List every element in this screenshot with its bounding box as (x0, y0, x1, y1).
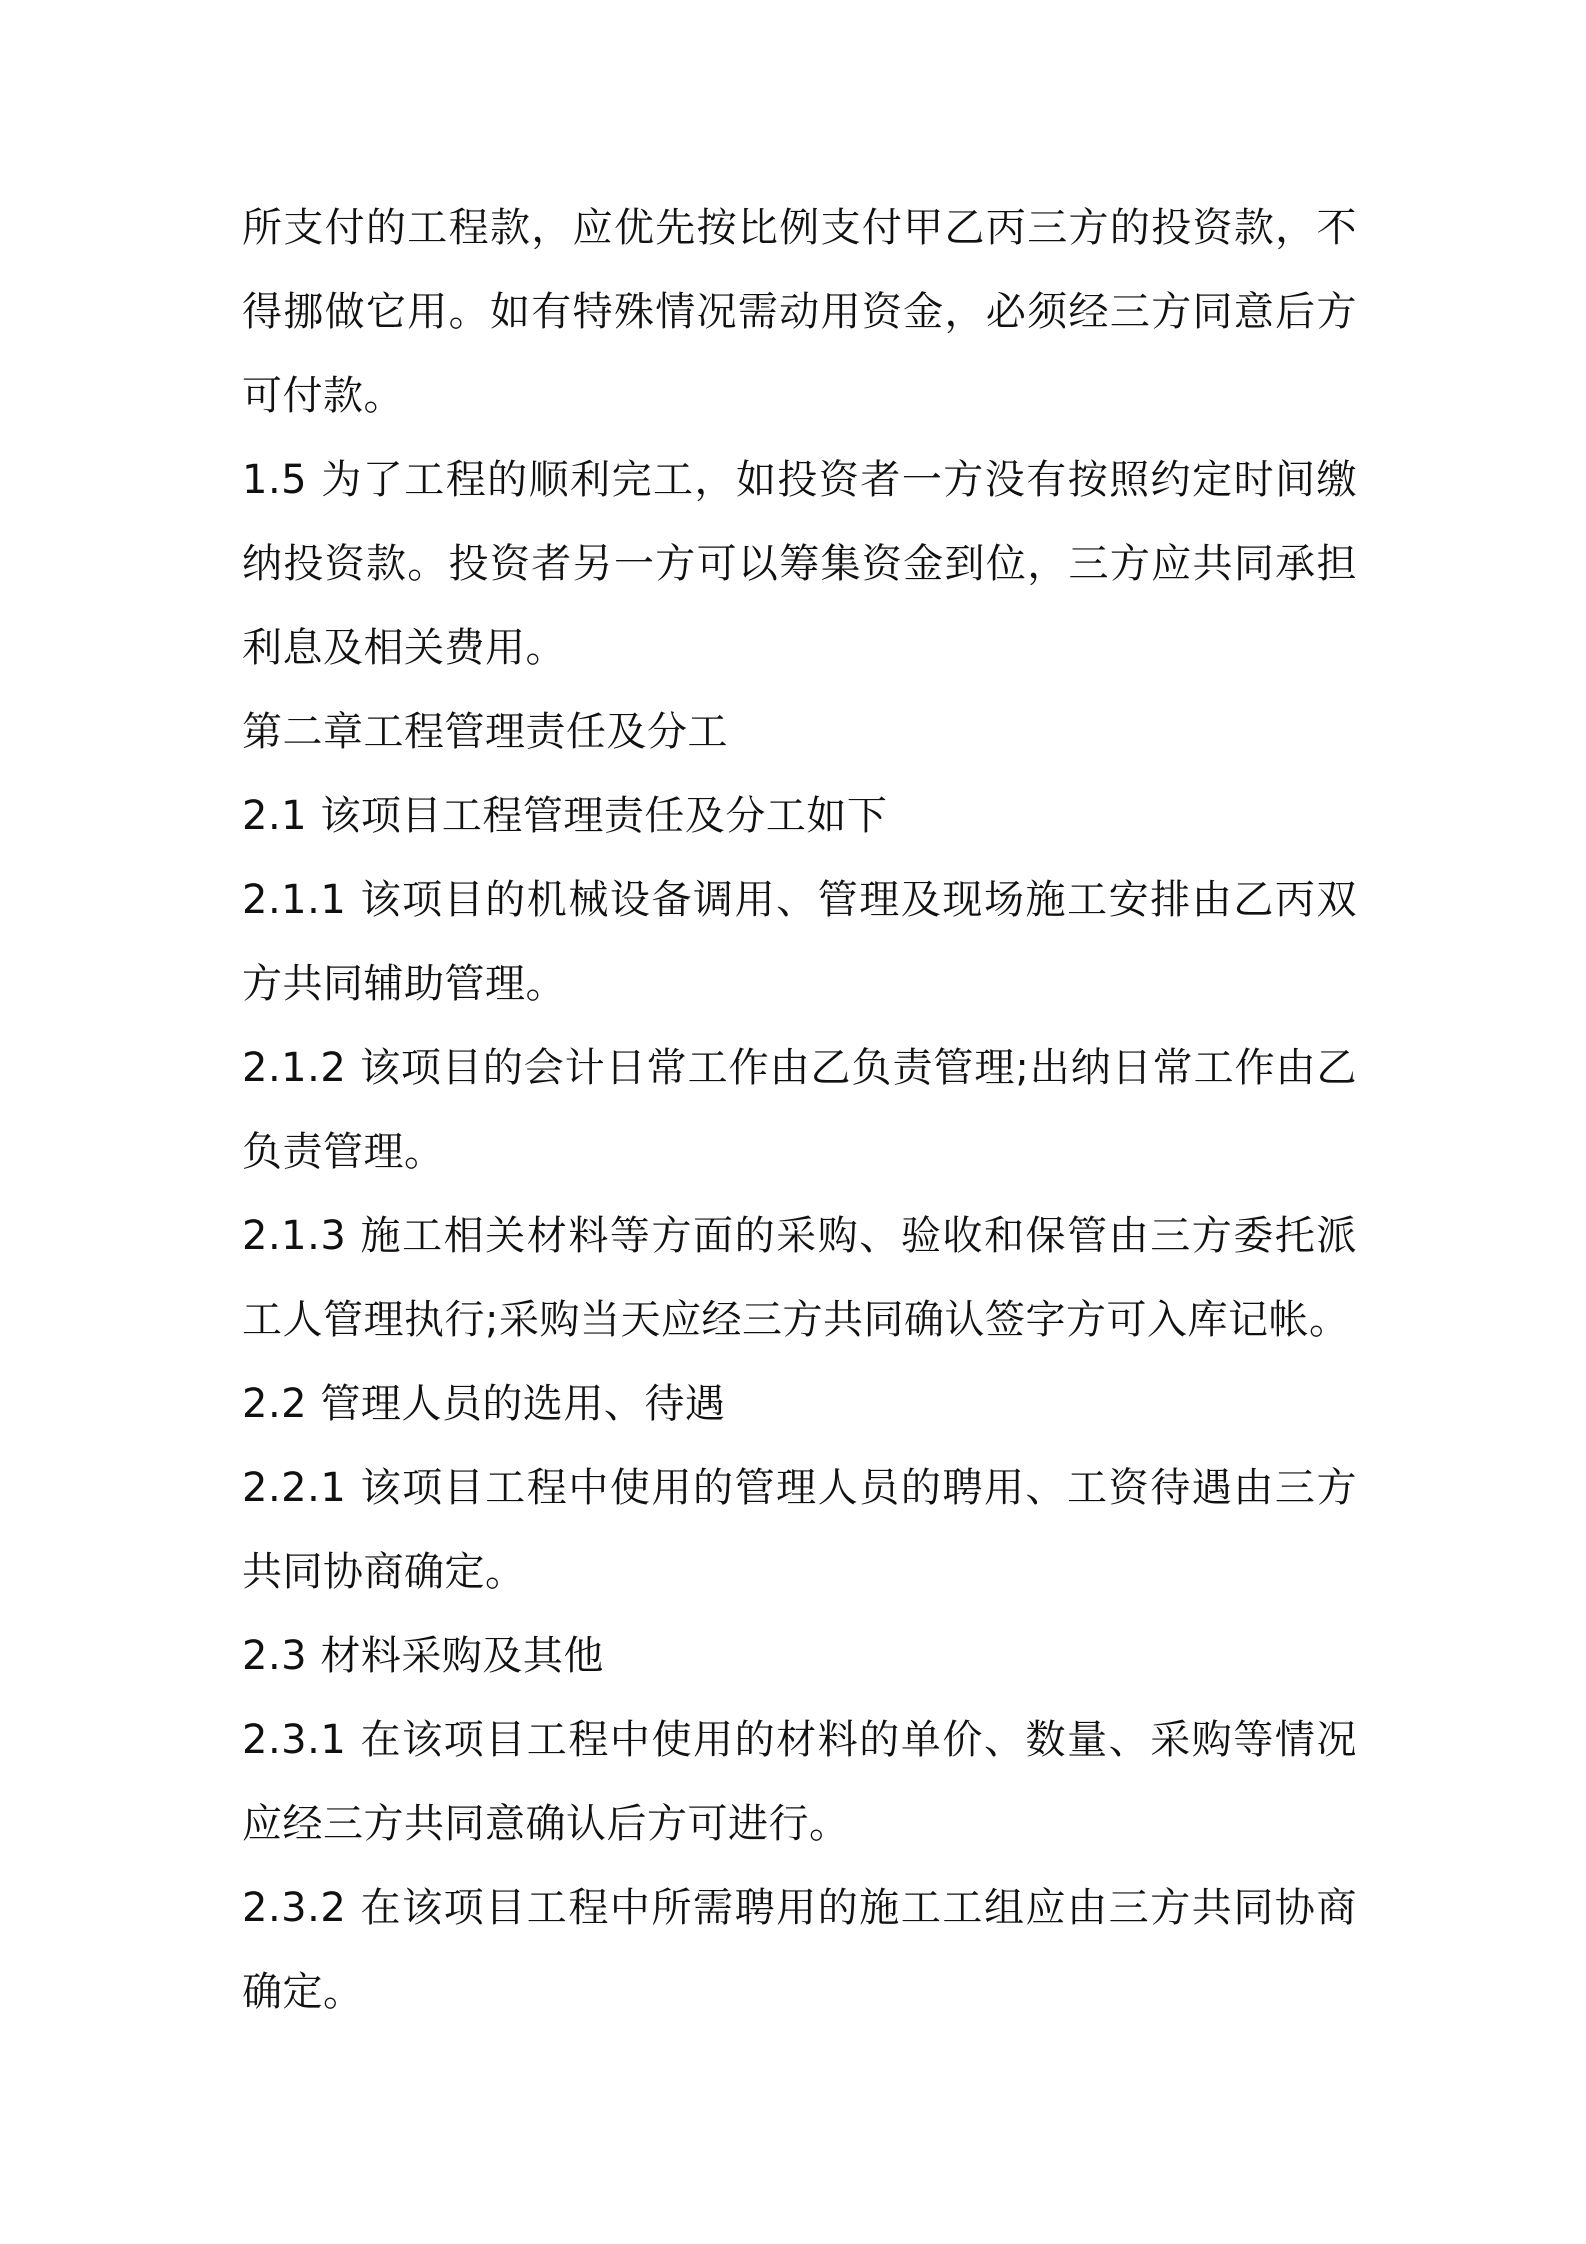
section-2-2-heading: 2.2 管理人员的选用、待遇 (242, 1381, 726, 1427)
section-2-1-heading: 2.1 该项目工程管理责任及分工如下 (242, 793, 888, 839)
paragraph-1-5: 1.5 为了工程的顺利完工，如投资者一方没有按照约定时间缴纳投资款。投资者另一方可以筹集资金到位，三方应共同承担利息及相关费用。 (242, 457, 1357, 671)
document-body (242, 186, 1357, 2034)
paragraph-2-3-1: 2.3.1 在该项目工程中使用的材料的单价、数量、采购等情况应经三方共同意确认后方可进行。 (242, 1717, 1357, 1847)
chapter-2-heading: 第二章工程管理责任及分工 (242, 709, 728, 755)
paragraph-2-1-2: 2.1.2 该项目的会计日常工作由乙负责管理;出纳日常工作由乙负责管理。 (242, 1045, 1357, 1175)
paragraph-payment-priority: 所支付的工程款，应优先按比例支付甲乙丙三方的投资款，不得挪做它用。如有特殊情况需动用资金，必须经三方同意后方可付款。 (242, 205, 1357, 419)
paragraph-2-1-3: 2.1.3 施工相关材料等方面的采购、验收和保管由三方委托派工人管理执行;采购当天应经三方共同确认签字方可入库记帐。 (242, 1213, 1357, 1343)
section-2-3-heading: 2.3 材料采购及其他 (242, 1633, 604, 1679)
paragraph-2-3-2: 2.3.2 在该项目工程中所需聘用的施工工组应由三方共同协商确定。 (242, 1885, 1357, 2015)
paragraph-2-2-1: 2.2.1 该项目工程中使用的管理人员的聘用、工资待遇由三方共同协商确定。 (242, 1465, 1357, 1595)
paragraph-2-1-1: 2.1.1 该项目的机械设备调用、管理及现场施工安排由乙丙双方共同辅助管理。 (242, 877, 1357, 1007)
